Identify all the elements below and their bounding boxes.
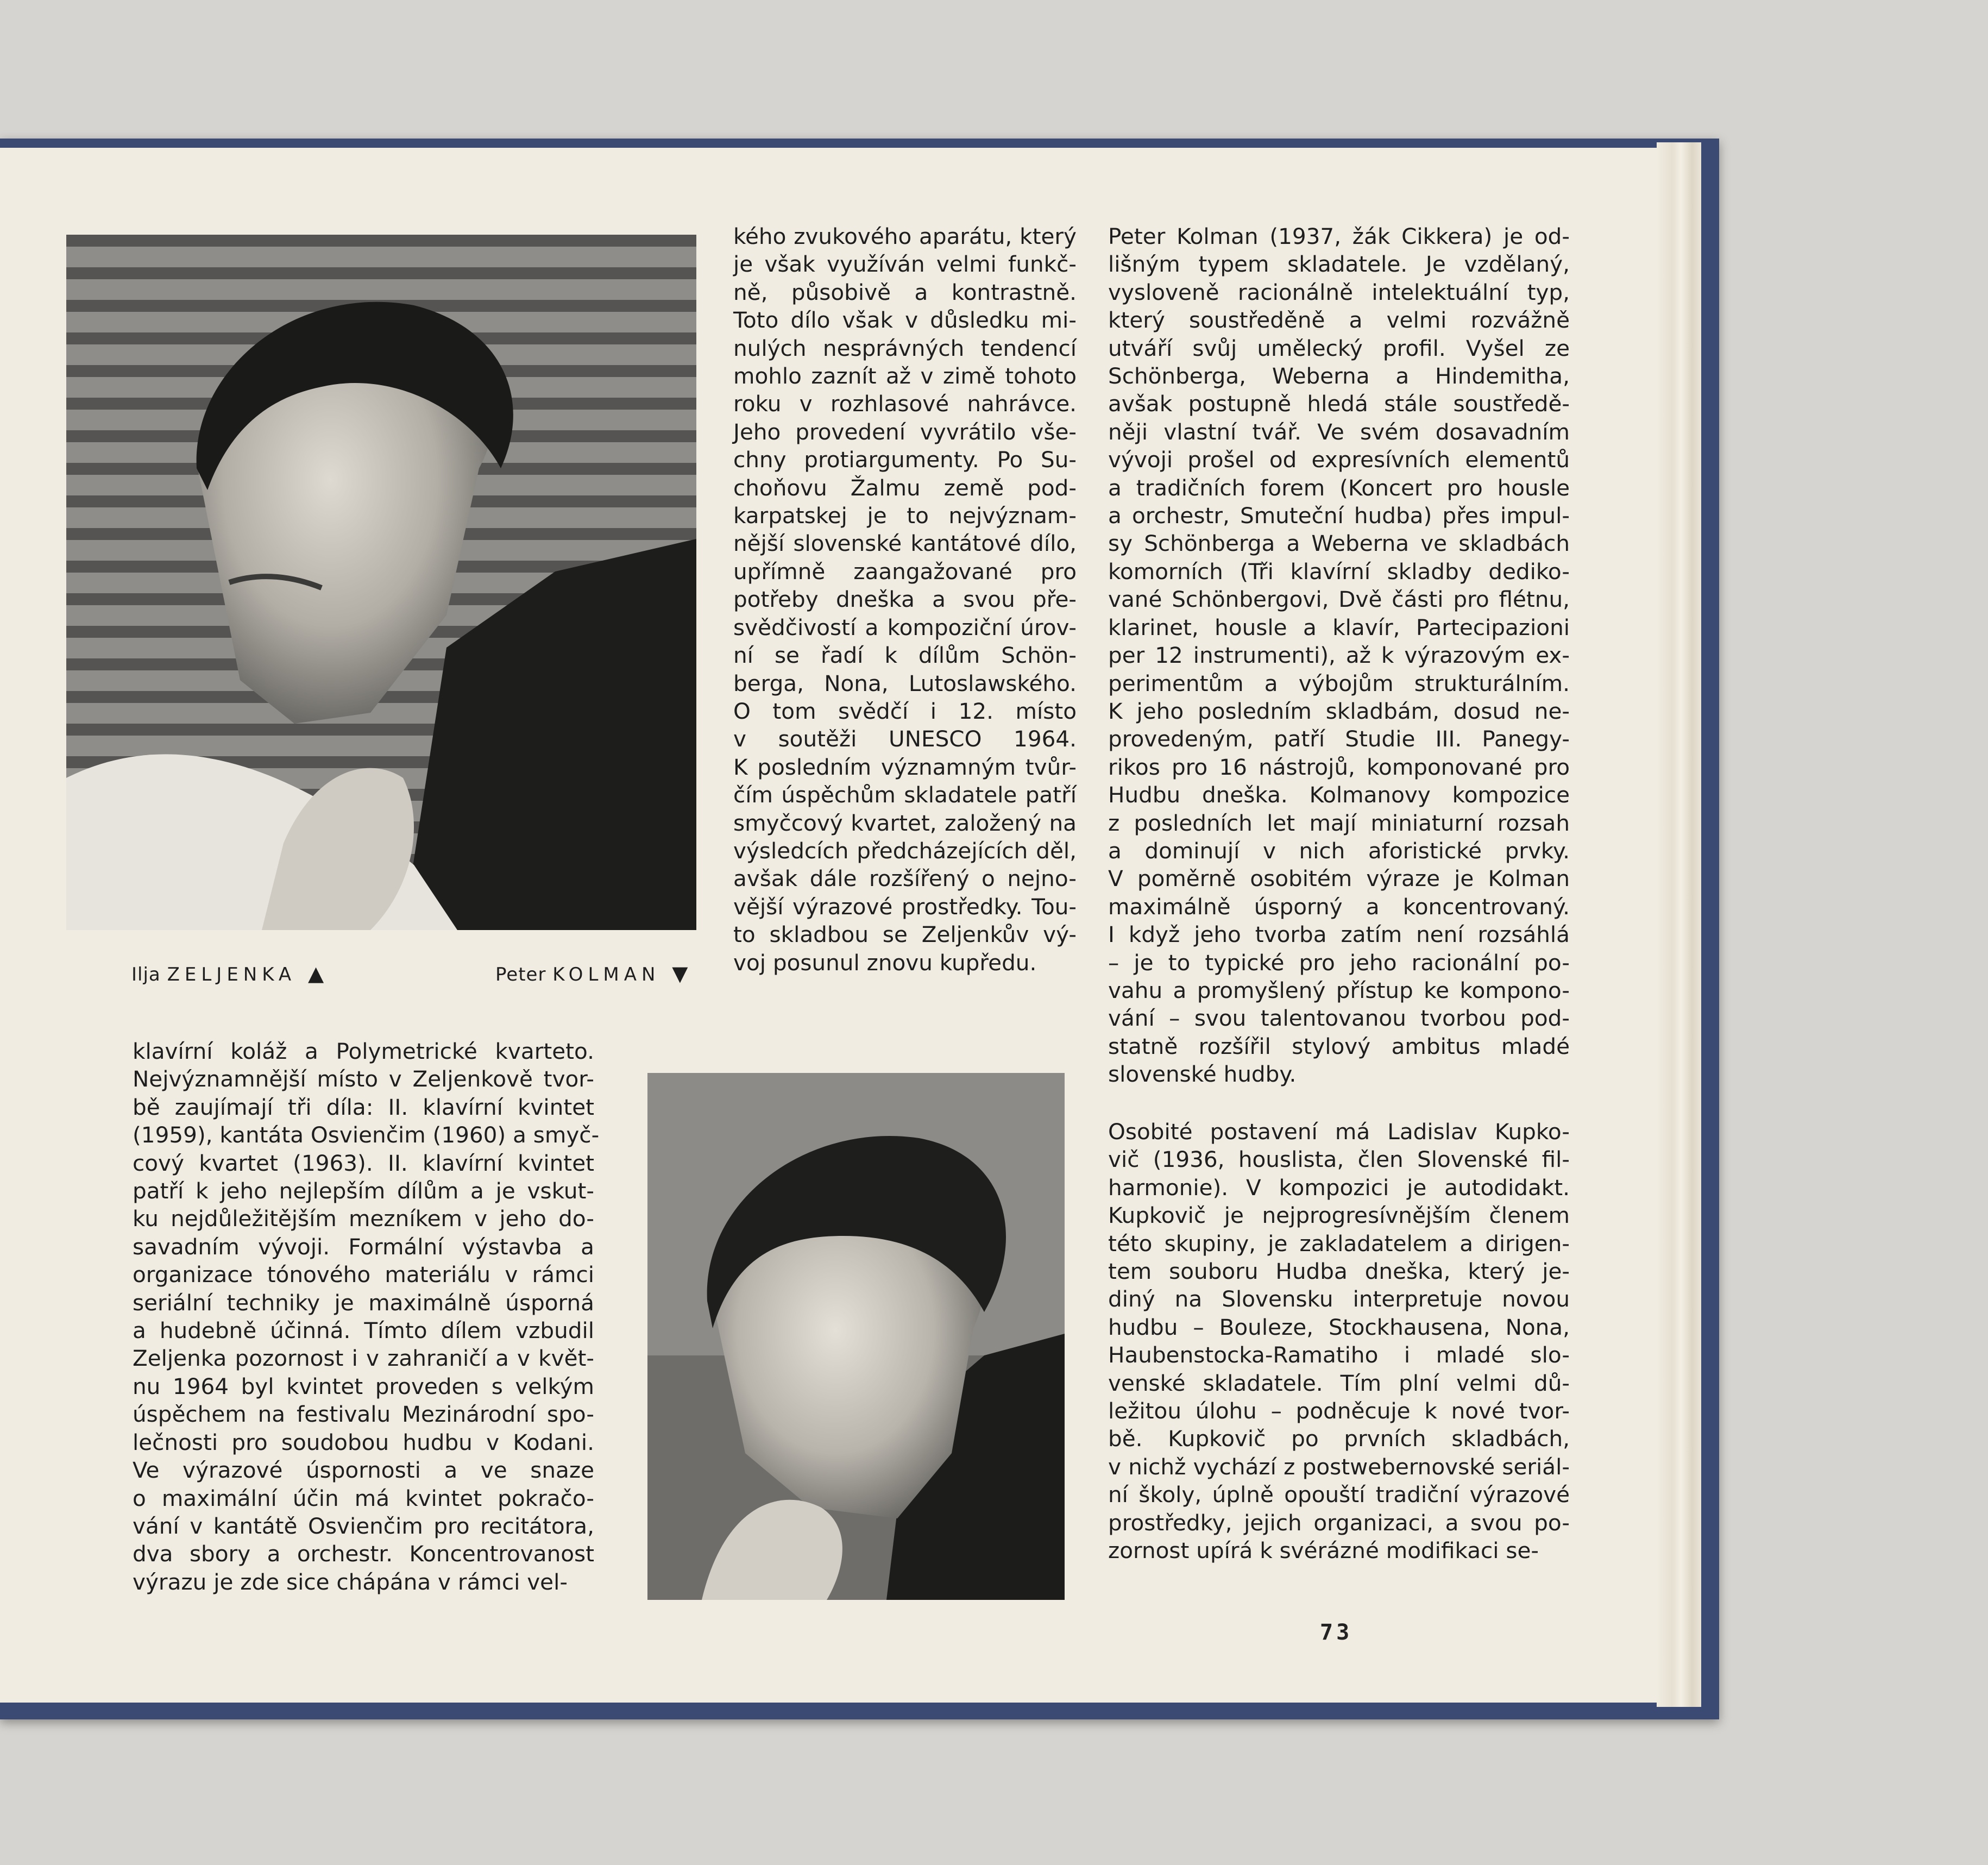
caption-surname: KOLMAN — [552, 964, 660, 985]
text-line: mohlo zaznít až v zimě tohoto — [733, 363, 1077, 390]
caption-first-name: Ilja — [131, 964, 161, 985]
text-line: K posledním významným tvůr- — [733, 753, 1077, 780]
text-line: něji vlastní tvář. Ve svém dosavadním — [1108, 418, 1570, 445]
text-line: v soutěži UNESCO 1964. — [733, 726, 1077, 752]
text-line: Kupkovič je nejprogresívnějším členem — [1108, 1202, 1570, 1229]
caption-surname: ZELJENKA — [167, 964, 297, 985]
caption-kolman — [495, 962, 688, 994]
text-line: vání – svou talentovanou tvorbou pod- — [1108, 1005, 1570, 1032]
text-line: vané Schönbergovi, Dvě části pro flétnu, — [1108, 586, 1570, 613]
text-line: slovenské hudby. — [1108, 1061, 1297, 1088]
text-line: a dominují v nich aforistické prvky. — [1108, 837, 1570, 864]
text-line: Hudbu dneška. Kolmanovy kompozice — [1108, 782, 1570, 808]
text-line: perimentům a výbojům strukturálním. — [1108, 670, 1570, 696]
text-line: chny protiargumenty. Po Su- — [733, 447, 1077, 473]
text-line: úspěchem na festivalu Mezinárodní spo- — [133, 1401, 594, 1428]
text-line: nu 1964 byl kvintet proveden s velkým — [133, 1373, 594, 1399]
text-line: smyčcový kvartet, založený na — [733, 809, 1077, 836]
text-line: v nichž vychází z postwebernovské seriál- — [1108, 1453, 1570, 1480]
text-line: ku nejdůležitějším mezníkem v jeho do- — [133, 1205, 594, 1232]
text-line: diný na Slovensku interpretuje novou — [1108, 1286, 1570, 1313]
text-line: výsledcích předcházejících děl, — [733, 837, 1077, 864]
triangle-up-icon: ▲ — [308, 962, 325, 985]
text-line: ní školy, úplně opouští tradiční výrazové — [1108, 1481, 1570, 1508]
text-line: kého zvukového aparátu, který — [733, 223, 1077, 249]
text-line: vější výrazové prostředky. Tou- — [733, 893, 1077, 920]
text-line: a orchestr, Smuteční hudba) přes impul- — [1108, 503, 1570, 529]
text-line: I když jeho tvorba zatím není rozsáhlá — [1108, 921, 1570, 948]
text-line: Haubenstocka-Ramatiho i mladé slo- — [1108, 1342, 1570, 1368]
text-line: K jeho posledním skladbám, dosud ne- — [1108, 698, 1570, 724]
text-line: Peter Kolman (1937, žák Cikkera) je od- — [1108, 223, 1570, 249]
text-line: upřímně zaangažované pro — [733, 558, 1077, 585]
page-edge — [1657, 142, 1701, 1707]
text-line: – je to typické pro jeho racionální po- — [1108, 949, 1570, 976]
text-line: vahu a promyšlený přístup ke kompono- — [1108, 977, 1570, 1003]
text-line: seriální techniky je maximálně úsporná — [133, 1289, 594, 1316]
text-line: komorních (Tři klavírní skladby dediko- — [1108, 558, 1570, 585]
text-line: rikos pro 16 nástrojů, komponované pro — [1108, 753, 1570, 780]
text-line: Jeho provedení vyvrátilo vše- — [733, 418, 1077, 445]
text-line: provedeným, patří Studie III. Panegy- — [1108, 726, 1570, 752]
text-line: cový kvartet (1963). II. klavírní kvintet — [133, 1150, 594, 1176]
text-line: per 12 instrumenti), až k výrazovým ex- — [1108, 642, 1570, 669]
triangle-down-icon: ▼ — [672, 962, 689, 985]
text-line: voj posunul znovu kupředu. — [733, 949, 1037, 976]
caption-first-name: Peter — [495, 964, 546, 985]
text-line: o maximální účin má kvintet pokračo- — [133, 1485, 594, 1511]
text-line: tem souboru Hudba dneška, který je- — [1108, 1258, 1570, 1285]
page-number: 73 — [1320, 1620, 1353, 1645]
caption-zeljenka — [131, 962, 324, 994]
text-line: který soustředěně a velmi rozvážně — [1108, 307, 1570, 334]
text-line: prostředky, jejich organizaci, a svou po- — [1108, 1509, 1570, 1536]
text-column-left — [133, 1038, 600, 1596]
text-line: hudbu – Bouleze, Stockhausena, Nona, — [1108, 1314, 1570, 1340]
text-line: patří k jeho nejlepším dílům a je vskut- — [133, 1178, 594, 1204]
text-line: Osobité postavení má Ladislav Kupko- — [1108, 1119, 1570, 1145]
text-column-middle — [733, 223, 1077, 977]
text-line: utváří svůj umělecký profil. Vyšel ze — [1108, 335, 1570, 361]
text-line: statně rozšířil stylový ambitus mladé — [1108, 1033, 1570, 1059]
text-line: avšak postupně hledá stále soustředě- — [1108, 391, 1570, 417]
text-line: (1959), kantáta Osvienčim (1960) a smyč- — [133, 1122, 600, 1148]
text-line: O tom svědčí i 12. místo — [733, 698, 1077, 724]
text-line: z posledních let mají miniaturní rozsah — [1108, 809, 1570, 836]
text-line: nější slovenské kantátové dílo, — [733, 530, 1077, 557]
text-line: ležitou úlohu – podněcuje k nové tvor- — [1108, 1398, 1570, 1424]
text-line: výrazu je zde sice chápána v rámci vel- — [133, 1568, 568, 1595]
text-line: klarinet, housle a klavír, Partecipazioni — [1108, 614, 1570, 640]
text-line: to skladbou se Zeljenkův vý- — [733, 921, 1077, 948]
text-line: Zeljenka pozornost i v zahraničí a v květ- — [133, 1345, 594, 1372]
text-line: vývoji prošel od expresívních elementů — [1108, 447, 1570, 473]
text-line: vysloveně racionálně intelektuální typ, — [1108, 279, 1570, 305]
text-line: sy Schönberga a Weberna ve skladbách — [1108, 530, 1570, 557]
text-line: Schönberga, Weberna a Hindemitha, — [1108, 363, 1570, 390]
text-line: bě. Kupkovič po prvních skladbách, — [1108, 1426, 1570, 1452]
text-line: V poměrně osobitém výraze je Kolman — [1108, 865, 1570, 892]
photo-kolman — [647, 1073, 1065, 1600]
text-line: bě zaujímají tři díla: II. klavírní kvintet — [133, 1094, 594, 1120]
text-line: choňovu Žalmu země pod- — [733, 474, 1077, 501]
text-line: savadním vývoji. Formální výstavba a — [133, 1233, 594, 1260]
text-line: lečnosti pro soudobou hudbu v Kodani. — [133, 1429, 594, 1455]
text-line: lišným typem skladatele. Je vzdělaný, — [1108, 251, 1570, 278]
text-line: berga, Nona, Lutoslawského. — [733, 670, 1077, 696]
text-line: této skupiny, je zakladatelem a dirigen- — [1108, 1230, 1570, 1257]
text-line: Nejvýznamnější místo v Zeljenkově tvor- — [133, 1066, 594, 1092]
text-line: maximálně úsporný a koncentrovaný. — [1108, 893, 1570, 920]
text-line: vič (1936, houslista, člen Slovenské fil- — [1108, 1146, 1570, 1173]
text-line: Toto dílo však v důsledku mi- — [733, 307, 1077, 334]
text-line: svědčivostí a kompoziční úrov- — [733, 614, 1077, 640]
text-column-right-p1 — [1108, 223, 1570, 1089]
text-line: potřeby dneška a svou pře- — [733, 586, 1077, 613]
text-line: je však využíván velmi funkč- — [733, 251, 1077, 278]
text-line: organizace tónového materiálu v rámci — [133, 1261, 594, 1288]
text-line: vání v kantátě Osvienčim pro recitátora, — [133, 1512, 594, 1539]
text-line: roku v rozhlasové nahrávce. — [733, 391, 1077, 417]
text-line: venské skladatele. Tím plní velmi dů- — [1108, 1370, 1570, 1396]
text-line: Ve výrazové úspornosti a ve snaze — [133, 1457, 594, 1484]
text-line: nulých nesprávných tendencí — [733, 335, 1077, 361]
text-line: ní se řadí k dílům Schön- — [733, 642, 1077, 669]
text-line: čím úspěchům skladatele patří — [733, 782, 1077, 808]
text-line: a hudebně účinná. Tímto dílem vzbudil — [133, 1317, 594, 1344]
text-line: zornost upírá k svérázné modifikaci se- — [1108, 1537, 1539, 1564]
text-line: harmonie). V kompozici je autodidakt. — [1108, 1174, 1570, 1201]
photo-zeljenka — [66, 235, 696, 930]
text-line: klavírní koláž a Polymetrické kvarteto. — [133, 1038, 594, 1064]
text-line: karpatskej je to nejvýznam- — [733, 503, 1077, 529]
text-line: ně, působivě a kontrastně. — [733, 279, 1077, 305]
text-line: avšak dále rozšířený o nejno- — [733, 865, 1077, 892]
text-line: a tradičních forem (Koncert pro housle — [1108, 474, 1570, 501]
text-column-right-p2 — [1108, 1118, 1570, 1565]
text-line: dva sbory a orchestr. Koncentrovanost — [133, 1541, 594, 1567]
